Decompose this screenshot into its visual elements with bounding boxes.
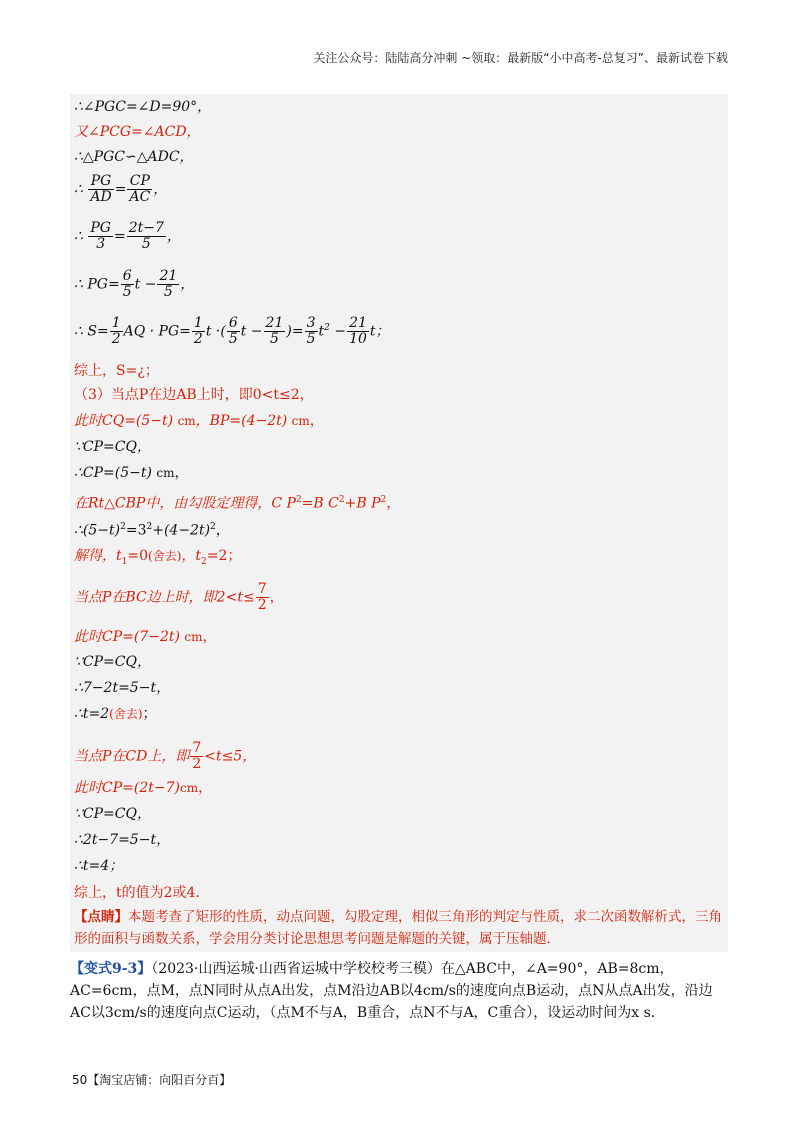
line-19: ∴7−2t=5−t， xyxy=(74,680,171,696)
fraction: $\frac{21}{10}$ xyxy=(349,315,367,347)
line-26: 综上，t的值为2或4． xyxy=(74,885,210,901)
line-10: 此时CQ=(5−t) cm，BP=(4−2t) cm， xyxy=(74,413,324,429)
key-point-note: 【点睛】本题考查了矩形的性质，动点问题，勾股定理，相似三角形的判定与性质，求二次函数解析式，三角形的面积与函数关系，学会用分类讨论思想思考问题是解题的关键，属于压轴题． xyxy=(74,909,722,947)
fraction: $\frac{21}{5}$ xyxy=(159,268,178,300)
line-17: 此时CP=(7−2t) cm， xyxy=(74,629,217,645)
page-header: 关注公众号：陆陆高分冲刺 ~领取：最新版“小中高考-总复习”、最新试卷下载 xyxy=(313,51,728,65)
fraction: $\frac{21}{5}$ xyxy=(265,315,284,347)
fraction: $\frac{1}{2}$ xyxy=(193,315,203,347)
fraction: $\frac{1}{2}$ xyxy=(111,315,121,347)
line-23: ∵CP=CQ， xyxy=(74,806,151,822)
fraction: $\frac{PG}{AD}$ xyxy=(90,173,112,205)
solution-block xyxy=(70,94,728,952)
line-7: ∴ S= $\frac{1}{2}$ AQ · PG= $\frac{1}{2}$ t ·( $\frac{6}{5}$ t − $\frac{21}{5}$ )= $\frac{3}{5}$ $t^2$ − $\frac{21}{10}$ t； xyxy=(74,315,390,347)
fraction: $\frac{6}{5}$ xyxy=(122,268,132,300)
line-15: 解得，$t_1=0$(舍去)，$t_2=2$； xyxy=(74,548,242,567)
line-11: ∵CP=CQ， xyxy=(74,439,151,455)
line-6: ∴ PG= $\frac{6}{5}$ t − $\frac{21}{5}$ ， xyxy=(74,268,195,300)
line-1: ∴∠PGC=∠D=90°， xyxy=(74,99,212,115)
line-3: ∴△PGC∽△ADC， xyxy=(74,149,194,165)
line-2: 又∠PCG=∠ACD， xyxy=(74,124,201,140)
fraction: $\frac{2t-7}{5}$ xyxy=(128,220,164,252)
line-25: ∴t=4； xyxy=(74,858,124,874)
variant-problem: 【变式9-3】（2023·山西运城·山西省运城中学校校考三模）在△ABC中，∠A=90°，AB=8cm，AC=6cm，点M，点N同时从点A出发，点M沿边AB以4cm/s的速度向点B运动，点N从点A出发，沿边AC以3cm/s的速度向点C运动，（点M不与A，B重合，点N不与A，C重合），设运动时间为x s． xyxy=(70,961,713,1021)
line-16: 当点P在BC边上时，即2<t≤ $\frac{7}{2}$ ， xyxy=(74,581,284,613)
line-18: ∵CP=CQ， xyxy=(74,654,151,670)
line-24: ∴2t−7=5−t， xyxy=(74,832,171,848)
line-8: 综上，S=¿； xyxy=(74,363,159,379)
line-5: ∴ $\frac{PG}{3}$ = $\frac{2t-7}{5}$ ， xyxy=(74,220,181,252)
line-20: ∴t=2(舍去)； xyxy=(74,706,157,722)
line-22: 此时CP=(2t−7)cm， xyxy=(74,780,213,796)
page-footer: 50【淘宝店铺：向阳百分百】 xyxy=(72,1073,232,1087)
line-12: ∴CP=(5−t) cm， xyxy=(74,465,189,481)
fraction: $\frac{PG}{3}$ xyxy=(90,220,111,252)
fraction: $\frac{6}{5}$ xyxy=(228,315,238,347)
line-4: ∴ $\frac{PG}{AD}$ = $\frac{CP}{AC}$ ， xyxy=(74,173,168,205)
fraction: $\frac{CP}{AC}$ xyxy=(129,173,151,205)
line-21: 当点P在CD上，即 $\frac{7}{2}$ <t≤5， xyxy=(74,740,257,772)
fraction: $\frac{7}{2}$ xyxy=(257,581,267,613)
line-13: 在Rt△CBP中，由勾股定理得，C $P^2=B$ $C^2+B$ $P^2$， xyxy=(74,495,401,512)
line-14: $\therefore(5-t)^2=3^2+(4-2t)^2$， xyxy=(74,522,230,539)
fraction: $\frac{3}{5}$ xyxy=(306,315,316,347)
line-9: （3）当点P在边AB上时，即0<t≤2， xyxy=(74,387,314,403)
fraction: $\frac{7}{2}$ xyxy=(192,740,202,772)
